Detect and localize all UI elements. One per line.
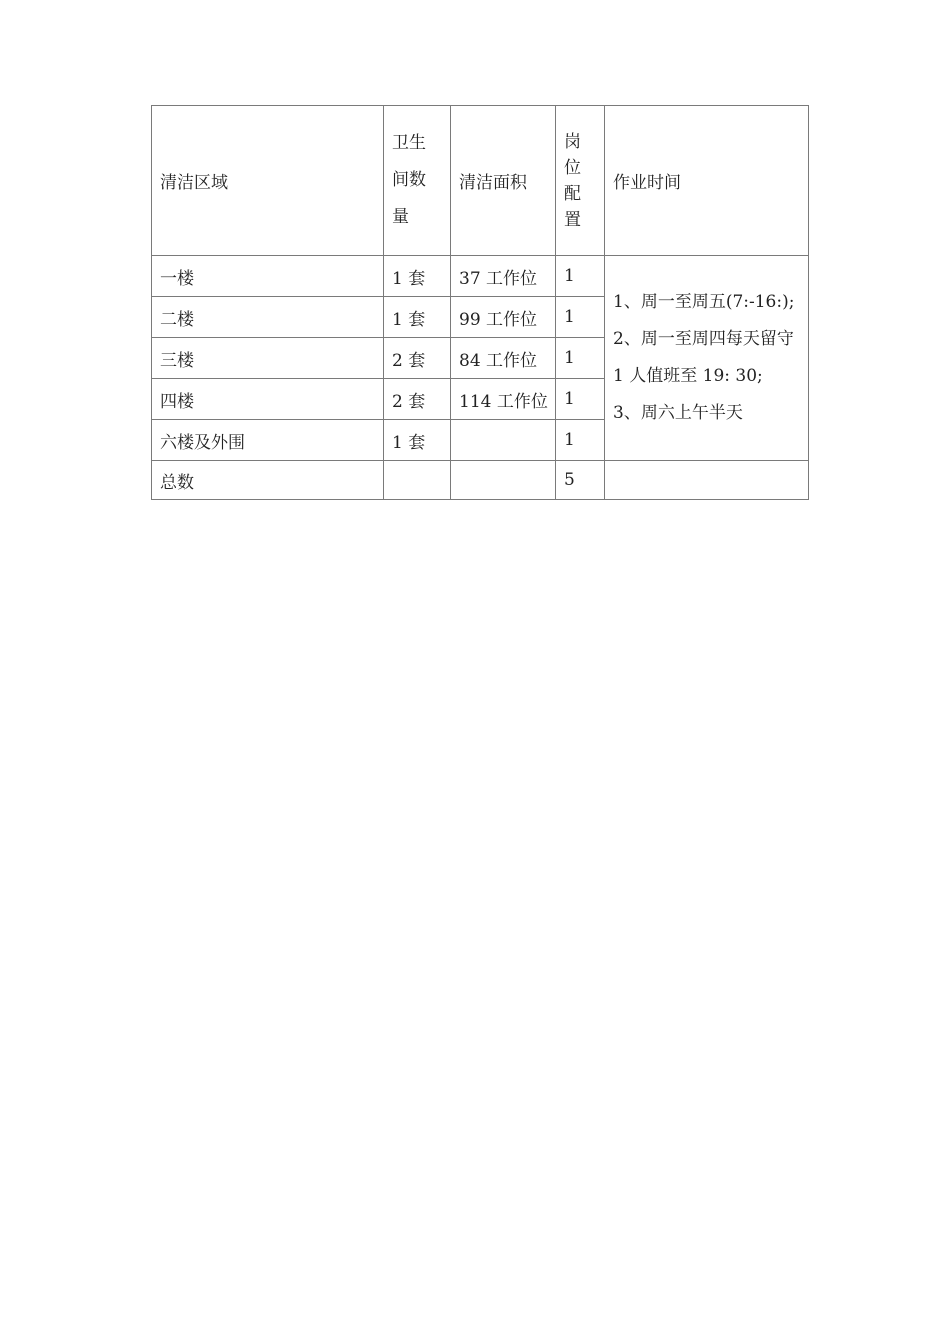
table-total-row <box>152 461 809 500</box>
cell-toilets: 1 套 <box>384 256 451 297</box>
schedule-line-1: 1、周一至周五(7:-16:); <box>613 292 795 312</box>
total-label: 总数 <box>152 461 384 500</box>
cell-toilets: 1 套 <box>384 420 451 461</box>
cell-area: 二楼 <box>152 297 384 338</box>
total-size <box>451 461 556 500</box>
cell-staff: 1 <box>556 420 605 461</box>
cell-schedule <box>605 256 809 461</box>
cell-toilets: 1 套 <box>384 297 451 338</box>
cell-staff: 1 <box>556 379 605 420</box>
cell-size: 99 工作位 <box>451 297 556 338</box>
cell-staff: 1 <box>556 297 605 338</box>
table-header-row <box>152 106 809 256</box>
cell-size: 84 工作位 <box>451 338 556 379</box>
cell-toilets: 2 套 <box>384 338 451 379</box>
header-staff-label: 岗位配置 <box>564 131 581 230</box>
cell-size: 114 工作位 <box>451 379 556 420</box>
header-toilets <box>384 106 451 256</box>
schedule-line-2: 2、周一至周四每天留守 1 人值班至 19: 30; <box>613 329 794 386</box>
header-hours: 作业时间 <box>605 106 809 256</box>
cell-area: 一楼 <box>152 256 384 297</box>
schedule-line-3: 3、周六上午半天 <box>613 403 743 423</box>
cell-area: 三楼 <box>152 338 384 379</box>
total-staff: 5 <box>556 461 605 500</box>
cell-toilets: 2 套 <box>384 379 451 420</box>
cell-staff: 1 <box>556 338 605 379</box>
cell-staff: 1 <box>556 256 605 297</box>
cell-area: 六楼及外围 <box>152 420 384 461</box>
cell-size: 37 工作位 <box>451 256 556 297</box>
total-toilets <box>384 461 451 500</box>
table-row <box>152 256 809 297</box>
cell-size <box>451 420 556 461</box>
total-hours <box>605 461 809 500</box>
cleaning-schedule-table <box>151 105 809 500</box>
header-toilets-label: 卫生间数量 <box>392 133 426 227</box>
header-area: 清洁区域 <box>152 106 384 256</box>
header-staff <box>556 106 605 256</box>
cell-area: 四楼 <box>152 379 384 420</box>
header-size: 清洁面积 <box>451 106 556 256</box>
